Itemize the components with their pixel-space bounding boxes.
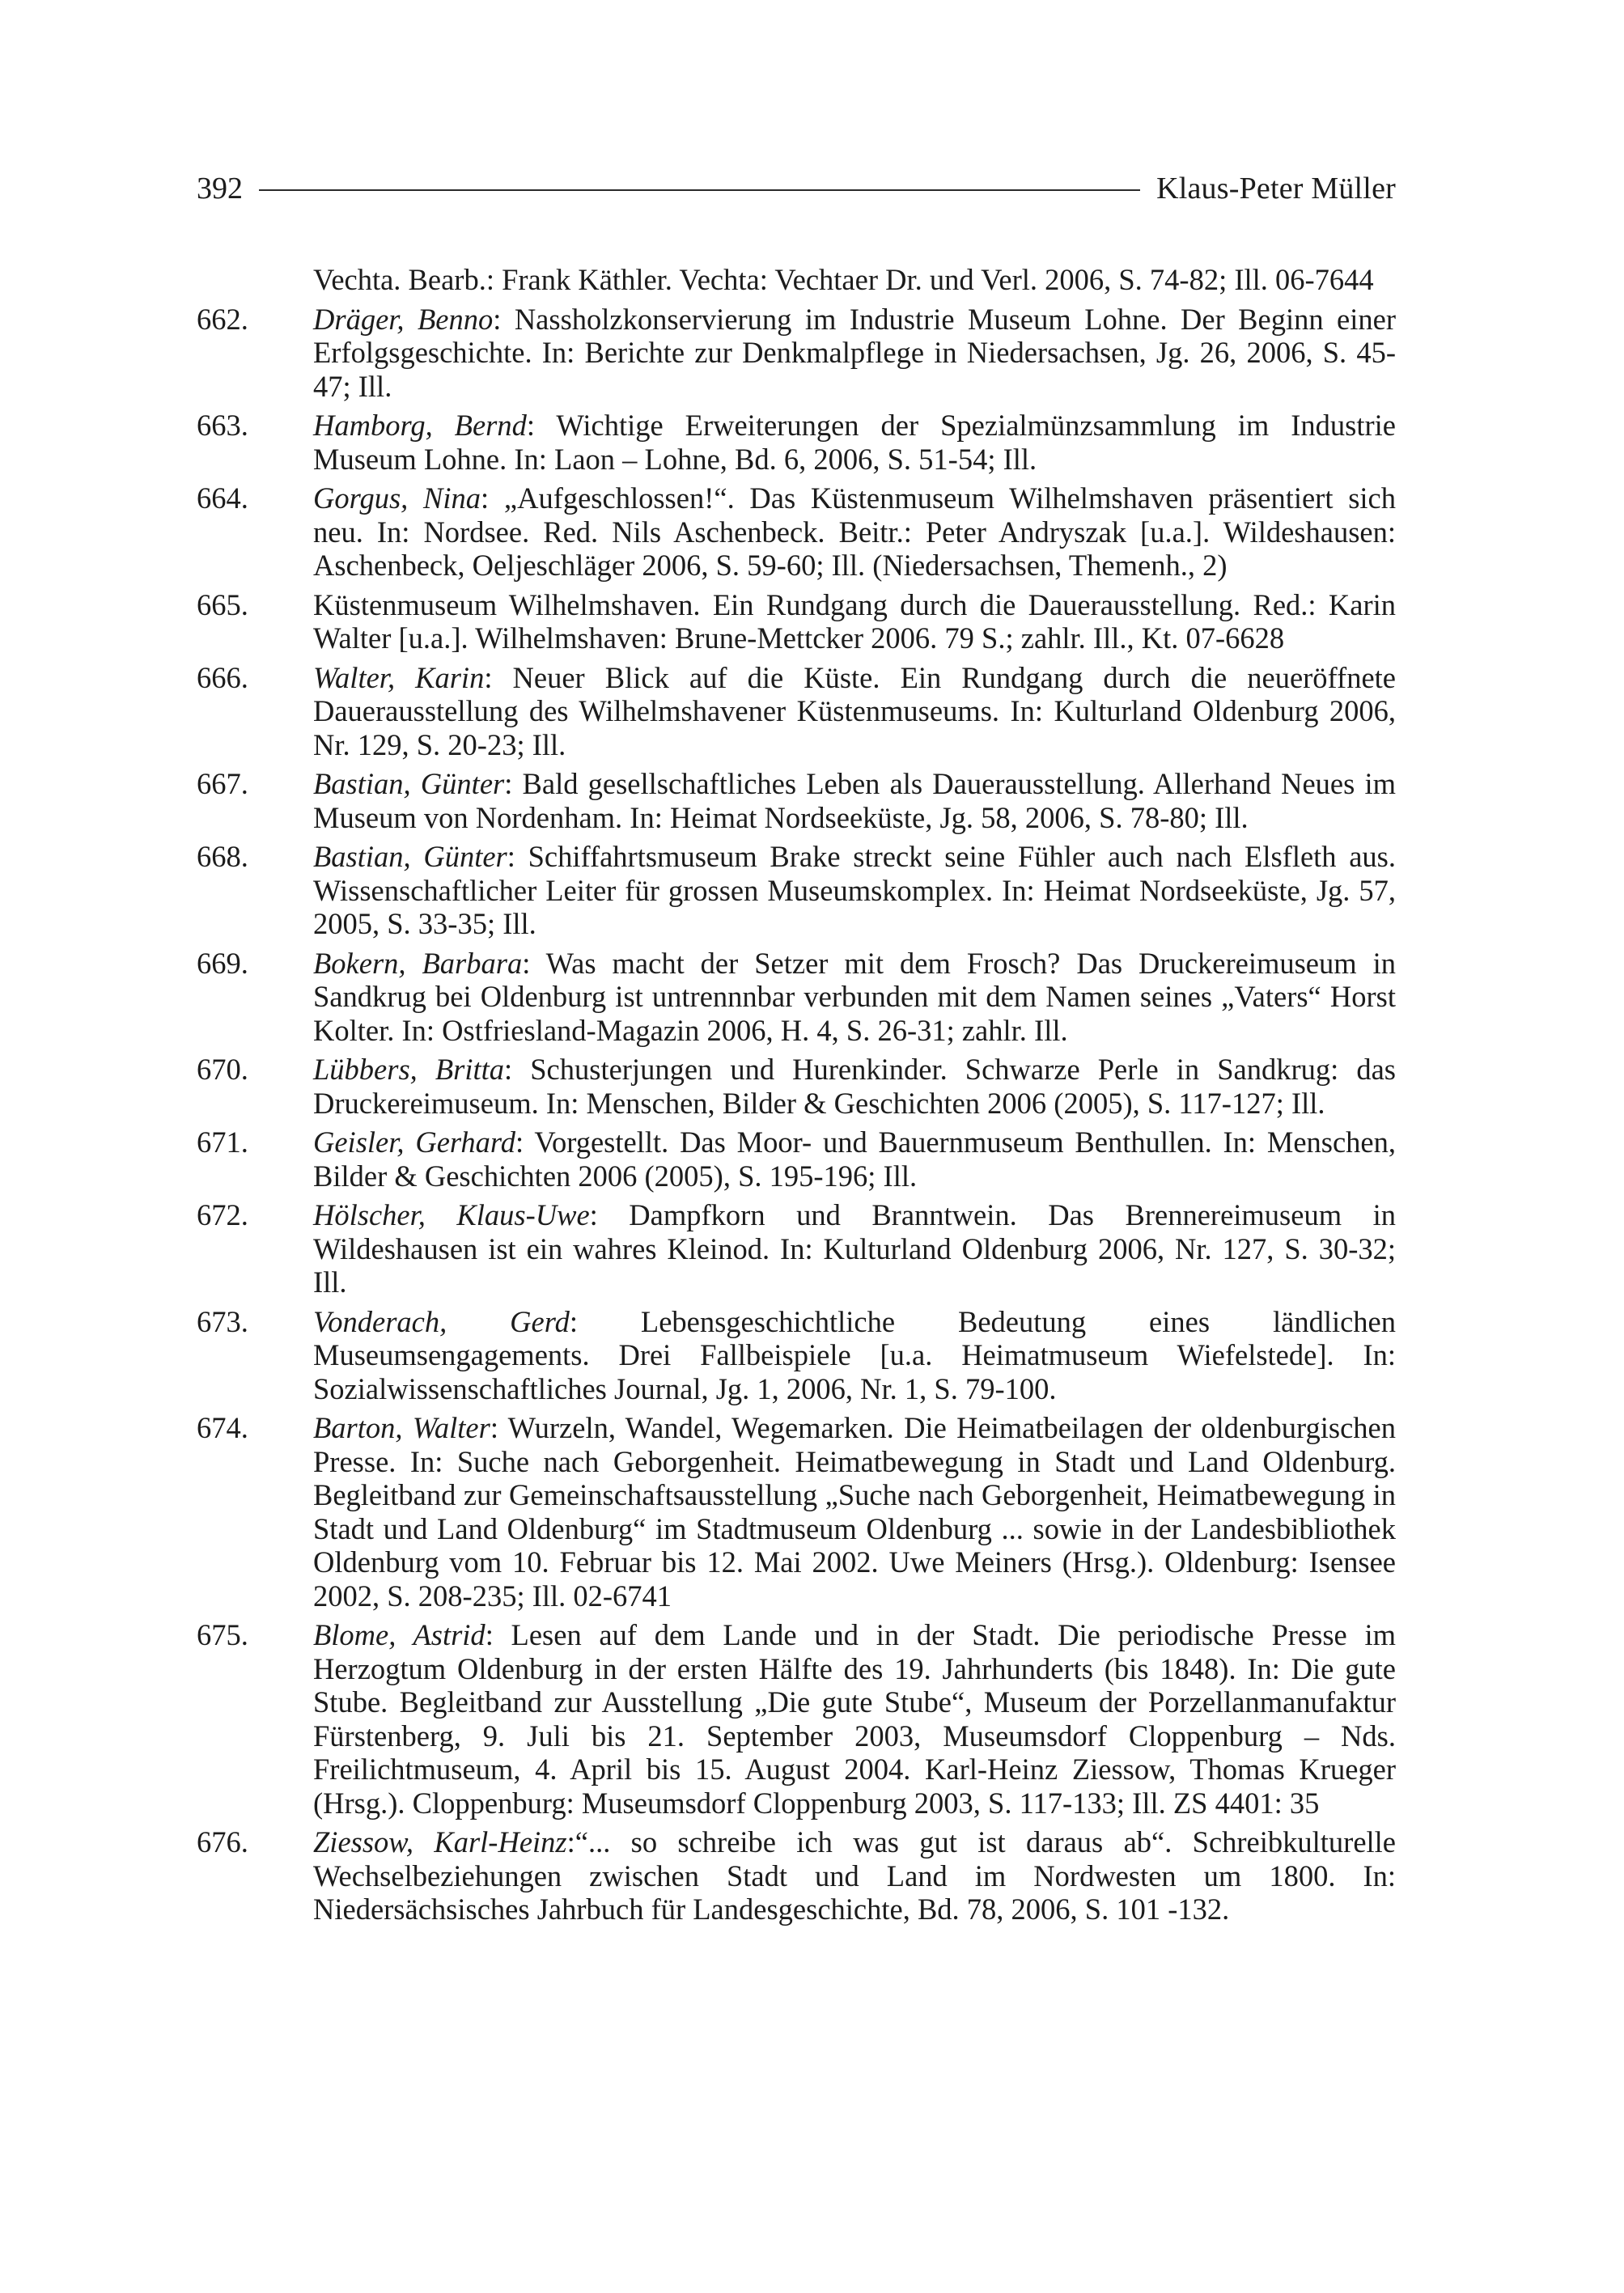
bibliography-entry — [197, 840, 1396, 941]
entry-body: : Schusterjungen und Hurenkinder. Schwarze Perle in Sandkrug: das Druckereimuseum. In: Menschen, Bilder & Geschichten 2006 (2005), S. 117-127; Ill. — [313, 1053, 1396, 1120]
entry-body: Küstenmuseum Wilhelmshaven. Ein Rundgang durch die Dauerausstellung. Red.: Karin Walter [u.a.]. Wilhelmshaven: Brune-Mettcker 2006. 79 S.; zahlr. Ill., Kt. 07-6628 — [313, 587, 1396, 655]
entry-number: 670. — [197, 1053, 248, 1086]
entry-text — [313, 1125, 1396, 1193]
bibliography-entry — [197, 1411, 1396, 1613]
entry-text — [313, 1618, 1396, 1820]
entry-author: Barton, Walter — [313, 1411, 490, 1444]
entry-text — [313, 1198, 1396, 1299]
bibliography-entry — [197, 303, 1396, 404]
bibliography-entry — [197, 588, 1396, 655]
entry-text — [313, 767, 1396, 834]
entry-author: Gorgus, Nina — [313, 481, 481, 515]
bibliography-entry — [197, 481, 1396, 583]
entry-author: Walter, Karin — [313, 660, 485, 694]
bibliography-entry — [197, 767, 1396, 834]
entry-body: :“... so schreibe ich was gut ist daraus ab“. Schreibkulturelle Wechselbeziehungen zwischen Stadt und Land im Nordwesten um 1800. In: Niedersächsisches Jahrbuch für Landesgeschichte, Bd. 78, 2006, S. 101 -132. — [313, 1825, 1397, 1926]
entry-text — [313, 947, 1396, 1048]
entry-text — [313, 409, 1396, 476]
bibliography-entry — [197, 1053, 1396, 1120]
entry-author: Bastian, Günter — [313, 767, 505, 800]
entry-author: Lübbers, Britta — [313, 1053, 505, 1086]
bibliography-entry — [197, 1305, 1396, 1406]
entry-body: : Nassholzkonservierung im Industrie Museum Lohne. Der Beginn einer Erfolgsgeschichte. In: Berichte zur Denkmalpflege in Niedersachsen, Jg. 26, 2006, S. 45-47; Ill. — [313, 302, 1396, 403]
entry-author: Dräger, Benno — [313, 302, 494, 336]
entry-number: 664. — [197, 481, 248, 515]
entry-text — [313, 1411, 1396, 1613]
entry-number: 669. — [197, 946, 248, 980]
entry-author: Geisler, Gerhard — [313, 1125, 516, 1159]
entry-text — [313, 661, 1396, 762]
bibliography-entry — [197, 947, 1396, 1048]
bibliography-entry — [197, 1618, 1396, 1820]
running-author: Klaus-Peter Müller — [1156, 172, 1396, 206]
entry-text — [313, 1053, 1396, 1120]
entry-body: : Schiffahrtsmuseum Brake streckt seine Fühler auch nach Elsfleth aus. Wissenschaftlicher Leiter für grossen Museumskomplex. In: Heimat Nordseeküste, Jg. 57, 2005, S. 33-35; Ill. — [313, 840, 1397, 940]
entry-number: 672. — [197, 1198, 248, 1231]
bibliography-entry — [197, 409, 1396, 476]
entry-text — [313, 263, 1396, 297]
entry-body: Vechta. Bearb.: Frank Käthler. Vechta: Vechtaer Dr. und Verl. 2006, S. 74-82; Ill. 06-7644 — [313, 263, 1374, 296]
bibliography-entry — [197, 1125, 1396, 1193]
entry-author: Blome, Astrid — [313, 1618, 486, 1651]
entry-number: 667. — [197, 767, 248, 800]
entry-body: : Neuer Blick auf die Küste. Ein Rundgang durch die neueröffnete Dauerausstellung des Wilhelmshavener Küstenmuseums. In: Kulturland Oldenburg 2006, Nr. 129, S. 20-23; Ill. — [313, 660, 1396, 761]
header-rule — [259, 189, 1140, 191]
entry-number: 666. — [197, 660, 248, 694]
entry-author: Bastian, Günter — [313, 840, 507, 873]
entry-author: Hölscher, Klaus-Uwe — [313, 1198, 590, 1231]
entry-number: 671. — [197, 1125, 248, 1159]
bibliography-entry — [197, 661, 1396, 762]
entry-body: : Wurzeln, Wandel, Wegemarken. Die Heimatbeilagen der oldenburgischen Presse. In: Suche nach Geborgenheit. Heimatbewegung in Stadt und Land Oldenburg. Begleitband zur Gemeinschaftsausstellung „Suche nach Geborgenheit, Heimatbewegung in Stadt und Land Oldenburg“ im Stadtmuseum Oldenburg ... sowie in der Landesbibliothek Oldenburg vom 10. Februar bis 12. Mai 2002. Uwe Meiners (Hrsg.). Oldenburg: Isensee 2002, S. 208-235; Ill. 02-6741 — [313, 1411, 1396, 1613]
bibliography-list — [197, 263, 1396, 1932]
bibliography-entry — [197, 1825, 1396, 1926]
entry-body: : Was macht der Setzer mit dem Frosch? Das Druckereimuseum in Sandkrug bei Oldenburg ist untrennnbar verbunden mit dem Namen seines „Vaters“ Horst Kolter. In: Ostfriesland-Magazin 2006, H. 4, S. 26-31; zahlr. Ill. — [313, 946, 1397, 1047]
entry-text — [313, 303, 1396, 404]
entry-number: 673. — [197, 1304, 248, 1338]
entry-body: : Bald gesellschaftliches Leben als Dauerausstellung. Allerhand Neues im Museum von Nordenham. In: Heimat Nordseeküste, Jg. 58, 2006, S. 78-80; Ill. — [313, 767, 1396, 834]
entry-body: : Dampfkorn und Branntwein. Das Brennereimuseum in Wildeshausen ist ein wahres Kleinod. In: Kulturland Oldenburg 2006, Nr. 127, S. 30-32; Ill. — [313, 1198, 1397, 1299]
entry-author: Hamborg, Bernd — [313, 409, 527, 442]
entry-text — [313, 481, 1396, 583]
entry-author: Ziessow, Karl-Heinz — [313, 1825, 567, 1859]
entry-number — [197, 263, 313, 297]
entry-body: : Wichtige Erweiterungen der Spezialmünzsammlung im Industrie Museum Lohne. In: Laon – Lohne, Bd. 6, 2006, S. 51-54; Ill. — [313, 409, 1396, 476]
entry-number: 663. — [197, 409, 248, 442]
entry-body: : Lesen auf dem Lande und in der Stadt. Die periodische Presse im Herzogtum Oldenburg in der ersten Hälfte des 19. Jahrhunderts (bis 1848). In: Die gute Stube. Begleitband zur Ausstellung „Die gute Stube“, Museum der Porzellanmanufaktur Fürstenberg, 9. Juli bis 21. September 2003, Museumsdorf Cloppenburg – Nds. Freilichtmuseum, 4. April bis 15. August 2004. Karl-Heinz Ziessow, Thomas Krueger (Hrsg.). Cloppenburg: Museumsdorf Cloppenburg 2003, S. 117-133; Ill. ZS 4401: 35 — [313, 1618, 1397, 1820]
entry-text — [313, 1825, 1396, 1926]
entry-text — [313, 840, 1396, 941]
page-number: 392 — [197, 172, 243, 206]
page-header — [197, 166, 1396, 211]
entry-number: 675. — [197, 1618, 248, 1651]
entry-number: 676. — [197, 1825, 248, 1859]
entry-body: : Lebensgeschichtliche Bedeutung eines ländlichen Museumsengagements. Drei Fallbeispiele [u.a. Heimatmuseum Wiefelstede]. In: Sozialwissenschaftliches Journal, Jg. 1, 2006, Nr. 1, S. 79-100. — [313, 1304, 1397, 1405]
entry-body: : „Aufgeschlossen!“. Das Küstenmuseum Wilhelmshaven präsentiert sich neu. In: Nordsee. Red. Nils Aschenbeck. Beitr.: Peter Andryszak [u.a.]. Wildeshausen: Aschenbeck, Oeljeschläger 2006, S. 59-60; Ill. (Niedersachsen, Themenh., 2) — [313, 481, 1396, 582]
bibliography-entry — [197, 263, 1396, 297]
entry-text — [313, 1305, 1396, 1406]
bibliography-entry — [197, 1198, 1396, 1299]
entry-number: 674. — [197, 1411, 248, 1444]
entry-number: 668. — [197, 840, 248, 873]
entry-number: 662. — [197, 302, 248, 336]
entry-author: Bokern, Barbara — [313, 946, 523, 980]
entry-text — [313, 588, 1396, 655]
entry-number: 665. — [197, 587, 248, 621]
entry-author: Vonderach, Gerd — [313, 1304, 570, 1338]
entry-body: : Vorgestellt. Das Moor- und Bauernmuseum Benthullen. In: Menschen, Bilder & Geschichten 2006 (2005), S. 195-196; Ill. — [313, 1125, 1396, 1193]
